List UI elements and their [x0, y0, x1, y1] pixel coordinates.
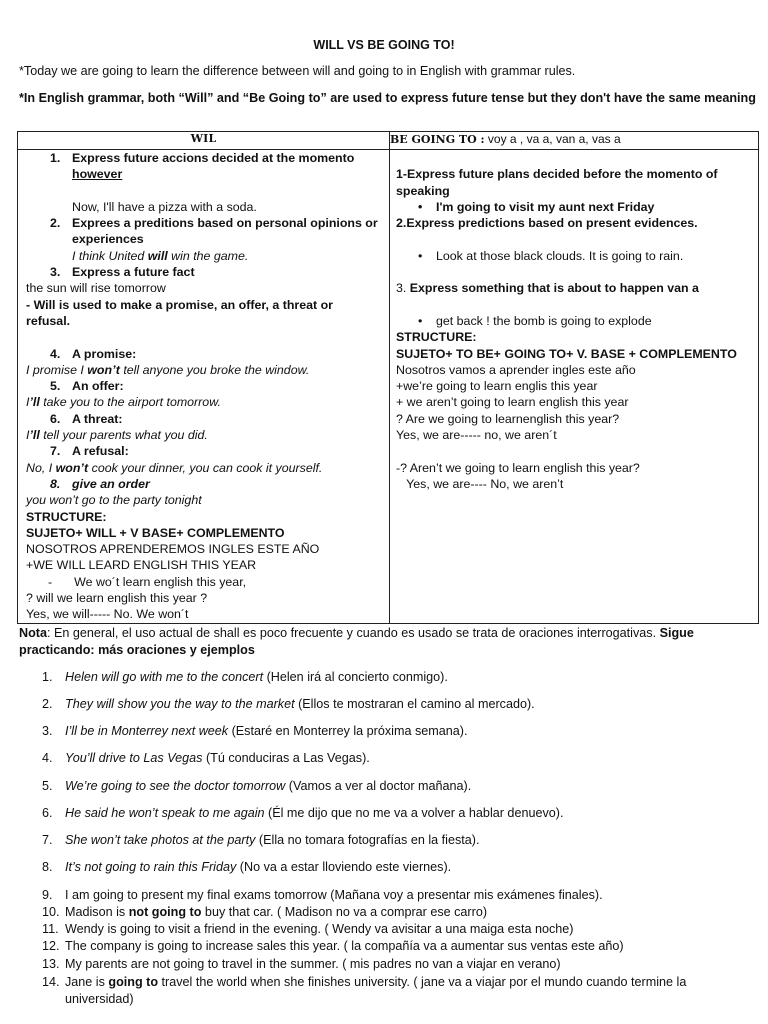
nota-paragraph: Nota: En general, el uso actual de shall es poco frecuente y cuando es usado se trata de oraciones interrogativas. Sigue practicando: más oraciones y ejemplos — [19, 626, 694, 657]
example-item: 4. You’ll drive to Las Vegas (Tú conduciras a Las Vegas). — [42, 751, 370, 765]
example-item: 2. They will show you the way to the market (Ellos te mostraran el camino al mercado). — [42, 697, 535, 711]
example-item: 11. Wendy is going to visit a friend in the evening. ( Wendy va avisitar a una maiga esta noche) — [42, 922, 574, 936]
will-rule-8-example: you won’t go to the party tonight — [26, 493, 202, 508]
will-header-label: WIL — [190, 132, 217, 145]
going-to-rule-2-example: • Look at those black clouds. It is going to rain. — [418, 248, 684, 263]
will-rule-1-cont: however — [72, 167, 123, 182]
example-item: 6. He said he won’t speak to me again (Él me dijo que no me va a volver a hablar denuevo). — [42, 806, 564, 820]
going-to-structure-neg-answers: Yes, we are---- No, we aren’t — [396, 476, 564, 491]
will-rule-4-example: I promise I won’t tell anyone you broke the window. — [26, 362, 310, 377]
going-to-structure-formula: SUJETO+ TO BE+ GOING TO+ V. BASE + COMPLEMENTO — [396, 346, 737, 361]
going-to-rule-3: 3. Express something that is about to happen van a — [396, 281, 699, 296]
going-to-rule-2: 2.Express predictions based on present evidences. — [396, 216, 698, 231]
intro-line-1: *Today we are going to learn the difference between will and going to in English with grammar rules. — [19, 64, 576, 78]
will-rule-2-cont: experiences — [72, 232, 144, 247]
will-structure-question: ? will we learn english this year ? — [26, 591, 208, 606]
will-rule-2-example: I think United will win the game. — [72, 248, 249, 263]
will-structure-answers: Yes, we will----- No. We won´t — [26, 607, 189, 622]
will-structure-label: STRUCTURE: — [26, 509, 107, 524]
will-rule-7-example: No, I won’t cook your dinner, you can cook it yourself. — [26, 460, 323, 475]
example-item: 3. I’ll be in Monterrey next week (Estaré en Monterrey la próxima semana). — [42, 724, 468, 738]
will-rule-6: 6. A threat: — [50, 411, 123, 426]
will-rule-1: 1. Express future accions decided at the momento — [50, 151, 355, 165]
will-rule-5: 5. An offer: — [50, 379, 124, 394]
going-to-structure-negative: + we aren’t going to learn english this year — [396, 395, 629, 410]
going-to-structure-answers: Yes, we are----- no, we aren´t — [396, 428, 557, 443]
will-column — [18, 150, 390, 624]
going-to-column — [390, 150, 759, 624]
example-item: 13. My parents are not going to travel in the summer. ( mis padres no van a viajar en verano) — [42, 957, 561, 971]
going-to-rule-1-cont: speaking — [396, 183, 450, 198]
comparison-table — [17, 131, 759, 624]
example-item: 7. She won’t take photos at the party (Ella no tomara fotografías en la fiesta). — [42, 833, 480, 847]
going-to-structure-label: STRUCTURE: — [396, 330, 477, 345]
going-to-structure-affirmative: +we’re going to learn englis this year — [396, 379, 598, 394]
will-header — [18, 132, 390, 150]
going-to-rule-3-example: • get back ! the bomb is going to explode — [418, 313, 652, 328]
will-rule-4: 4. A promise: — [50, 346, 137, 361]
going-to-structure-neg-question: -? Aren’t we going to learn english this year? — [396, 460, 640, 475]
will-structure-formula: SUJETO+ WILL + V BASE+ COMPLEMENTO — [26, 525, 285, 540]
will-rule-7: 7. A refusal: — [50, 444, 129, 459]
going-to-structure-example-es: Nosotros vamos a aprender ingles este año — [396, 362, 636, 377]
will-rule-3-example: the sun will rise tomorrow — [26, 281, 166, 296]
will-rule-2: 2. Exprees a preditions based on personal opinions or — [50, 216, 378, 231]
going-to-header-translation: voy a , va a, van a, vas a — [484, 132, 621, 146]
will-rule-3: 3. Express a future fact — [50, 265, 195, 280]
will-structure-example-es: NOSOTROS APRENDEREMOS INGLES ESTE AÑO — [26, 542, 320, 557]
will-usage-note-cont: refusal. — [26, 313, 71, 328]
will-structure-negative: - We wo´t learn english this year, — [48, 574, 247, 589]
example-item: 8. It’s not going to rain this Friday (No va a estar lloviendo este viernes). — [42, 860, 452, 874]
will-rule-8: 8. give an order — [50, 476, 150, 491]
intro-line-2: *In English grammar, both “Will” and “Be Going to” are used to express future tense but they don't have the same meaning — [19, 91, 756, 105]
example-item: 12. The company is going to increase sales this year. ( la compañía va a aumentar sus ventas este año) — [42, 939, 624, 953]
will-structure-affirmative: +WE WILL LEARD ENGLISH THIS YEAR — [26, 558, 257, 573]
will-rule-1-example: Now, I'll have a pizza with a soda. — [72, 199, 257, 214]
going-to-header-label: BE GOING TO : — [390, 133, 485, 146]
page-title: WILL VS BE GOING TO! — [313, 38, 455, 52]
will-usage-note: - Will is used to make a promise, an offer, a threat or — [26, 297, 333, 312]
going-to-rule-1-example: • I'm going to visit my aunt next Friday — [418, 199, 655, 214]
will-rule-6-example: I’ll tell your parents what you did. — [26, 428, 208, 443]
going-to-rule-1: 1-Express future plans decided before the momento of — [396, 167, 718, 182]
example-item: 10. Madison is not going to buy that car. ( Madison no va a comprar ese carro) — [42, 905, 488, 919]
will-rule-5-example: I’ll take you to the airport tomorrow. — [26, 395, 221, 410]
example-item: 5. We’re going to see the doctor tomorrow (Vamos a ver al doctor mañana). — [42, 779, 472, 793]
going-to-structure-question: ? Are we going to learnenglish this year? — [396, 411, 620, 426]
example-item: 9. I am going to present my final exams tomorrow (Mañana voy a presentar mis exámenes finales). — [42, 888, 603, 902]
example-item: 14. Jane is going to travel the world when she finishes university. ( jane va a viajar por el mundo cuando termine la universidad) — [42, 975, 687, 1006]
going-to-header — [390, 132, 759, 150]
example-item: 1. Helen will go with me to the concert (Helen irá al concierto conmigo). — [42, 670, 448, 684]
